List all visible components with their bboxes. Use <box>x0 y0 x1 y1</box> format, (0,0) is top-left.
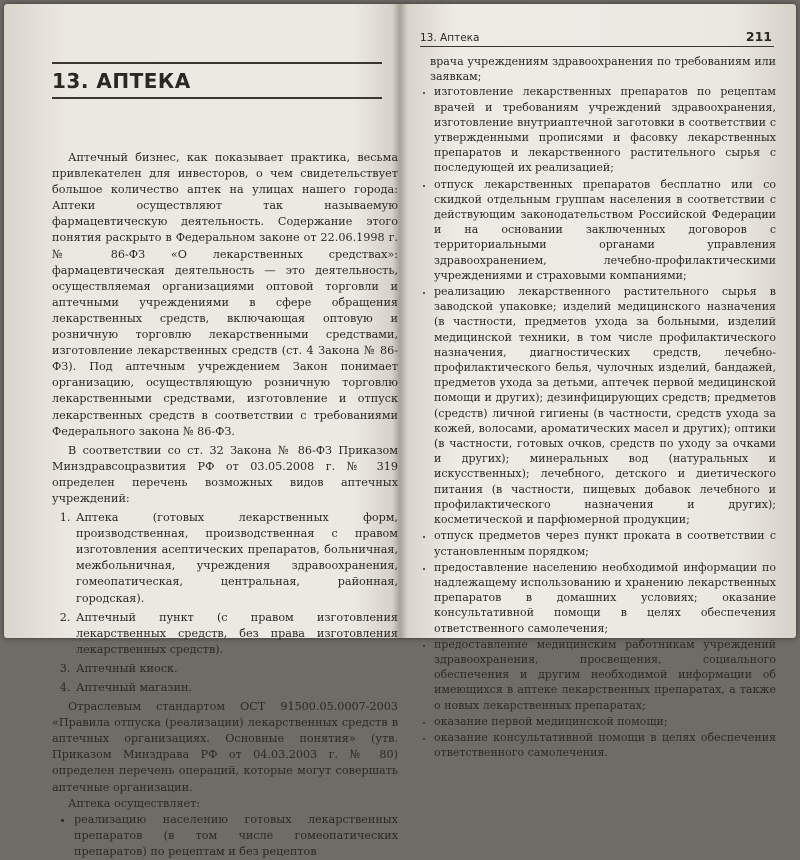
right-page <box>402 4 796 760</box>
list-item: • отпуск предметов через пункт проката в соответствии с установленным порядком; <box>434 528 776 558</box>
right-page-body <box>420 54 776 761</box>
pharmacy-performs-label: Аптека осуществляет: <box>68 796 201 810</box>
left-page-body <box>52 150 398 860</box>
list-item: • изготовление лекарственных препаратов по рецептам врачей и требованиям учреждений здравоохранения, изготовление внутриаптечной заготовки в соответствии с утвержденными прописями и фасовку лекарственных препаратов и лекарственного растительного сырья с последующей их реализацией; <box>434 84 776 175</box>
book-spread <box>4 4 796 858</box>
list-item: 4. Аптечный магазин. <box>74 680 398 696</box>
list-item: • реализацию населению готовых лекарственных препаратов (в том числе гомеопатических препаратов) по рецептам и без рецептов <box>74 812 398 860</box>
list-item: • оказание первой медицинской помощи; <box>434 714 776 729</box>
intro-paragraph: Аптечный бизнес, как показывает практика, весьма привлекателен для инвесторов, о чем свидетельствует большое количество аптек на улицах нашего города: Аптеки осуществляют так называемую фармацевтическую деятельность. Содержание этого понятия раскрыто в Федеральном законе от 22.06.1998 г. № 86-ФЗ «О лекарственных средствах»: фармацевтическая деятельность — это деятельность, осуществляемая организациями оптовой торговли и аптечными учреждениями в сфере обращения лекарственных средств, включающая оптовую и розничную торговлю лекарственными средствами, изготовление лекарственных средств (ст. 4 Закона № 86-ФЗ). Под аптечным учреждением Закон понимает организацию, осуществляющую розничную торговлю лекарственными средствами, изготовление и отпуск лекарственных средств в соответствии с требованиями Федерального закона № 86-ФЗ. <box>52 151 398 438</box>
list-item: • реализацию лекарственного растительного сырья в заводской упаковке; изделий медицинского назначения (в частности, предметов ухода за больными, изделий медицинской техники, в том числе профилактического назначения, диагностических средств, лечебно-профилактического белья, чулочных изделий, бандажей, предметов ухода за детьми, аптечек первой медицинской помощи и других); дезинфицирующих средств; предметов (средств) личной гигиены (в частности, средств ухода за кожей, волосами, ароматических масел и других); оптики (в частности, готовых очков, средств по уходу за очками и других); минеральных вод (натуральных и искусственных); лечебного, детского и диетического питания (в частности, пищевых добавок лечебного и профилактического назначения и других); косметической и парфюмерной продукции; <box>434 284 776 527</box>
list-item: 2. Аптечный пункт (с правом изготовления лекарственных средств, без права изготовления лекарственных средств). <box>74 610 398 658</box>
list-item: • оказание консультативной помощи в целях обеспечения ответственного самолечения. <box>434 730 776 760</box>
left-page <box>4 4 400 858</box>
list-item: 3. Аптечный киоск. <box>74 661 398 677</box>
list-item: 1. Аптека (готовых лекарственных форм, производственная, производственная с правом изготовления асептических препаратов, больничная, межбольничная, учреждения здравоохранения, гомеопатическая, центральная, районная, городская). <box>74 510 398 607</box>
chapter-heading: 13. АПТЕКА <box>52 62 382 99</box>
list-item: • отпуск лекарственных препаратов бесплатно или со скидкой отдельным группам населения в соответствии с действующим законодательством Российской Федерации и на основании заключенных договоров с территориальными органами управления здравоохранением, лечебно-профилактическими учреждениями и страховыми компаниями; <box>434 177 776 283</box>
pharmacy-types-intro: В соответствии со ст. 32 Закона № 86-ФЗ Приказом Минздравсоцразвития РФ от 03.05.2008 г. № 319 определен перечень возможных видов аптечных учреждений: <box>52 443 398 505</box>
pharmacy-operations-list-continued <box>420 84 776 760</box>
running-head-section: 13. Аптека <box>420 32 480 44</box>
pharmacy-operations-list <box>52 812 398 860</box>
continuation-text: врача учреждениям здравоохранения по требованиям или заявкам; <box>430 55 776 84</box>
list-item: • предоставление населению необходимой информации по надлежащему использованию и хранению лекарственных препаратов в домашних условиях; оказание консультативной помощи в целях обеспечения ответственного самолечения; <box>434 560 776 636</box>
page-number: 211 <box>745 29 772 44</box>
running-head <box>420 29 774 47</box>
pharmacy-types-list <box>52 510 398 696</box>
list-item: • предоставление медицинским работникам учреждений здравоохранения, просвещения, социального обеспечения и другим необходимой информации об имеющихся в аптеке лекарственных препаратах, а также о новых лекарственных препаратах; <box>434 637 776 713</box>
standard-paragraph: Отраслевым стандартом ОСТ 91500.05.0007-2003 «Правила отпуска (реализации) лекарственных средств в аптечных организациях. Основные понятия» (утв. Приказом Минздрава РФ от 04.03.2003 г. № 80) определен перечень операций, которые могут совершать аптечные организации. <box>52 700 398 794</box>
